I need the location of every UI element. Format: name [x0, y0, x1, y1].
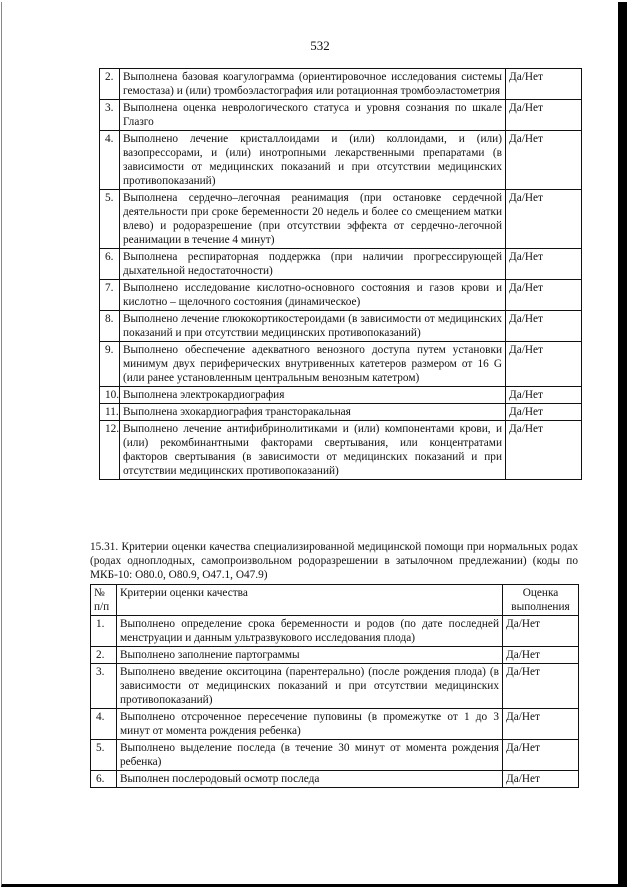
criteria-table-continued — [99, 68, 582, 480]
row-number: 2. — [100, 69, 120, 100]
row-number: 11. — [100, 404, 120, 421]
header-num: № п/п — [91, 585, 117, 616]
row-result: Да/Нет — [503, 647, 579, 664]
row-result: Да/Нет — [506, 280, 582, 311]
row-result: Да/Нет — [503, 740, 579, 771]
table-row — [100, 311, 582, 342]
row-result: Да/Нет — [503, 664, 579, 709]
table-row — [100, 280, 582, 311]
table-row — [100, 100, 582, 131]
table-row — [91, 709, 579, 740]
section-heading: 15.31. Критерии оценки качества специализированной медицинской помощи при нормальных родах (родах одноплодных, самопроизвольном родоразрешении в затылочном предлежании) (коды по МКБ-10: O80.0, O80.9, O47.1, O47.9) — [90, 541, 578, 581]
row-number: 4. — [100, 131, 120, 190]
page-number: 532 — [310, 38, 330, 53]
row-result: Да/Нет — [503, 709, 579, 740]
row-result: Да/Нет — [506, 131, 582, 190]
table-row — [100, 69, 582, 100]
row-result: Да/Нет — [506, 404, 582, 421]
row-number: 5. — [100, 190, 120, 249]
row-result: Да/Нет — [506, 100, 582, 131]
row-result: Да/Нет — [506, 69, 582, 100]
row-result: Да/Нет — [506, 311, 582, 342]
table-row — [100, 342, 582, 387]
row-criteria-text: Выполнена оценка неврологического статуса и уровня сознания по шкале Глазго — [120, 100, 506, 131]
table-row — [100, 190, 582, 249]
header-criteria: Критерии оценки качества — [117, 585, 503, 616]
row-criteria-text: Выполнена базовая коагулограмма (ориентировочное исследования системы гемостаза) и (или) тромбоэластография или ротационная тромбоэластометрия — [120, 69, 506, 100]
row-number: 7. — [100, 280, 120, 311]
row-criteria-text: Выполнено заполнение партограммы — [117, 647, 503, 664]
row-criteria-text: Выполнена электрокардиография — [120, 387, 506, 404]
row-number: 8. — [100, 311, 120, 342]
row-criteria-text: Выполнено введение окситоцина (парентерально) (после рождения плода) (в зависимости от медицинских показаний и при отсутствии медицинских противопоказаний) — [117, 664, 503, 709]
row-number: 2. — [91, 647, 117, 664]
table-row — [100, 421, 582, 480]
row-result: Да/Нет — [506, 387, 582, 404]
row-criteria-text: Выполнено лечение кристаллоидами и (или) коллоидами, и (или) вазопрессорами, и (или) инотропными лекарственными препаратами (в зависимости от медицинских показаний и при отсутствии медицинских противопоказаний) — [120, 131, 506, 190]
row-criteria-text: Выполнено лечение антифибринолитиками и (или) компонентами крови, и (или) рекомбинантными факторами свертывания, или концентратами факторов свертывания (в зависимости от медицинских показаний и при отсутствии медицинских противопоказаний) — [120, 421, 506, 480]
table-row — [100, 131, 582, 190]
row-criteria-text: Выполнено отсроченное пересечение пуповины (в промежутке от 1 до 3 минут от момента рождения ребенка) — [117, 709, 503, 740]
table-header-row — [91, 585, 579, 616]
row-criteria-text: Выполнено определение срока беременности и родов (по дате последней менструации и данным ультразвукового исследования плода) — [117, 616, 503, 647]
table-row — [100, 387, 582, 404]
table-row — [91, 616, 579, 647]
row-criteria-text: Выполнено обеспечение адекватного венозного доступа путем установки минимум двух периферических внутривенных катетеров размером от 16 G (или ранее установленным центральным венозным катетром) — [120, 342, 506, 387]
table-row — [91, 771, 579, 788]
row-criteria-text: Выполнена сердечно–легочная реанимация (при остановке сердечной деятельности при сроке беременности 20 недель и более со смещением матки влево) и родоразрешение (при отсутствии эффекта от сердечно-легочной реанимации в течение 4 минут) — [120, 190, 506, 249]
header-result: Оценка выполнения — [503, 585, 579, 616]
table-row — [100, 404, 582, 421]
row-criteria-text: Выполнена респираторная поддержка (при наличии прогрессирующей дыхательной недостаточности) — [120, 249, 506, 280]
row-result: Да/Нет — [506, 342, 582, 387]
row-number: 12. — [100, 421, 120, 480]
row-number: 1. — [91, 616, 117, 647]
row-criteria-text: Выполнено лечение глюкокортикостероидами (в зависимости от медицинских показаний и при отсутствии медицинских противопоказаний) — [120, 311, 506, 342]
row-number: 9. — [100, 342, 120, 387]
table-row — [91, 740, 579, 771]
row-result: Да/Нет — [506, 249, 582, 280]
row-number: 5. — [91, 740, 117, 771]
row-result: Да/Нет — [506, 190, 582, 249]
row-number: 6. — [91, 771, 117, 788]
row-criteria-text: Выполнено выделение последа (в течение 30 минут от момента рождения ребенка) — [117, 740, 503, 771]
row-criteria-text: Выполнена эхокардиография трансторакальная — [120, 404, 506, 421]
row-result: Да/Нет — [503, 771, 579, 788]
table-row — [91, 664, 579, 709]
row-result: Да/Нет — [503, 616, 579, 647]
row-number: 10. — [100, 387, 120, 404]
table-row — [100, 249, 582, 280]
row-criteria-text: Выполнено исследование кислотно-основного состояния и газов крови и кислотно – щелочного состояния (динамическое) — [120, 280, 506, 311]
row-number: 3. — [100, 100, 120, 131]
row-number: 4. — [91, 709, 117, 740]
criteria-table-normal-labor — [90, 584, 579, 788]
row-result: Да/Нет — [506, 421, 582, 480]
table-row — [91, 647, 579, 664]
row-number: 3. — [91, 664, 117, 709]
row-criteria-text: Выполнен послеродовый осмотр последа — [117, 771, 503, 788]
row-number: 6. — [100, 249, 120, 280]
